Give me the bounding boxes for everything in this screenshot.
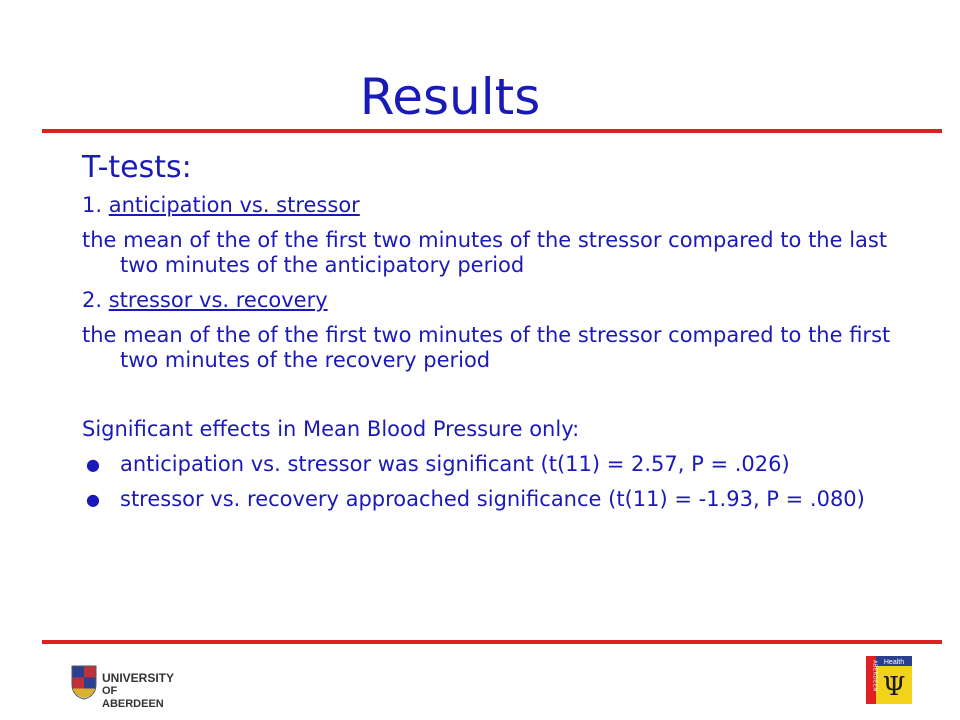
bullet-icon: ● (86, 455, 100, 474)
bullet-text: stressor vs. recovery approached significance (t(11) = -1.93, P = .080) (120, 487, 865, 511)
crest-icon (70, 664, 98, 700)
slide-title: Results (359, 68, 541, 126)
item-1-number: 1. (82, 193, 109, 217)
university-name: UNIVERSITY (102, 671, 175, 685)
bullet-text: anticipation vs. stressor was significant (t(11) = 2.57, P = .026) (120, 452, 790, 476)
item-1-heading (82, 193, 912, 218)
item-2-label: stressor vs. recovery (108, 288, 328, 312)
bullet-item (82, 487, 912, 512)
health-logo (866, 656, 912, 704)
psi-icon: Ψ (882, 672, 906, 702)
bottom-divider (42, 640, 942, 644)
university-location: OF ABERDEEN (102, 685, 164, 710)
bullet-icon: ● (86, 490, 100, 509)
slide-content (82, 150, 912, 522)
aberdeen-vertical-label: ABERDEEN (871, 660, 878, 692)
item-1-label: anticipation vs. stressor (108, 193, 360, 217)
item-2-description: the mean of the of the first two minutes of the stressor compared to the first two minutes of the recovery period (82, 323, 891, 372)
subheading: T-tests: (82, 150, 192, 185)
bullet-item (82, 452, 912, 477)
item-2-number: 2. (82, 288, 109, 312)
item-1-description: the mean of the of the first two minutes of the stressor compared to the last two minutes of the anticipatory period (82, 228, 888, 277)
item-2-heading (82, 288, 912, 313)
significant-heading: Significant effects in Mean Blood Pressure only: (82, 417, 580, 441)
university-logo (70, 660, 180, 710)
health-label: Health (883, 659, 905, 666)
top-divider (42, 129, 942, 133)
